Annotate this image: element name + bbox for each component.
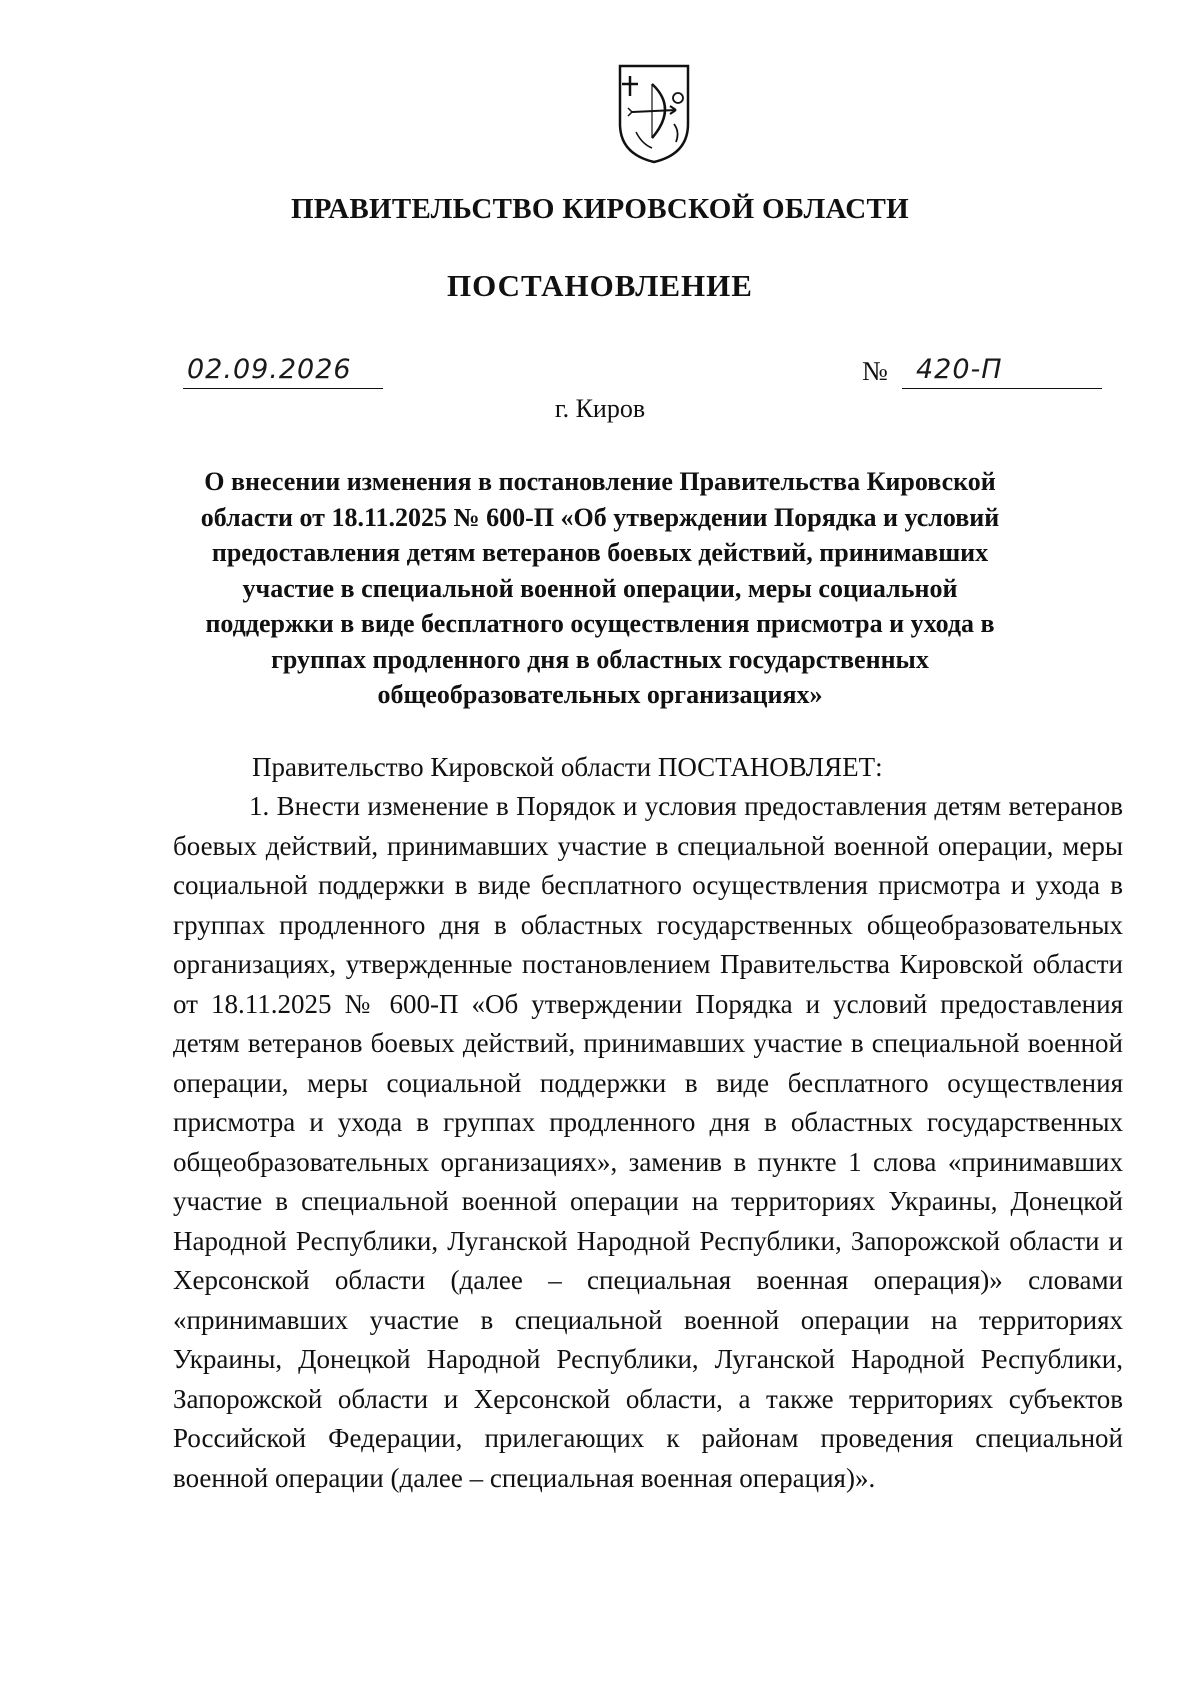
number-sign: № (862, 356, 888, 386)
number-underline (902, 352, 1102, 389)
document-type: ПОСТАНОВЛЕНИЕ (447, 268, 753, 303)
document-heading: О внесении изменения в постановление Правительства Кировской области от 18.11.2025 № 600-П «Об утверждении Порядка и условий предоставления детям ветеранов боевых действий, принимавших участие в специальной военной операции, меры социальной поддержки в виде бесплатного осуществления присмотра и ухода в группах продленного дня в областных государственных общеобразовательных организациях» (200, 467, 1000, 709)
coat-of-arms-icon (616, 62, 692, 166)
document-date-field (183, 352, 383, 389)
document-number: 420-П (916, 354, 1003, 385)
organization-title: ПРАВИТЕЛЬСТВО КИРОВСКОЙ ОБЛАСТИ (290, 193, 910, 225)
document-number-field (862, 352, 1102, 388)
document-date: 02.09.2026 (187, 354, 352, 385)
paragraph-1: 1. Внести изменение в Порядок и условия предоставления детям ветеранов боевых действий, принимавших участие в специальной военной операции, меры социальной поддержки в виде бесплатного осуществления присмотра и ухода в группах продленного дня в областных государственных общеобразовательных организациях, утвержденные постановлением Правительства Кировской области от 18.11.2025 № 600-П «Об утверждении Порядка и условий предоставления детям ветеранов боевых действий, принимавших участие в специальной военной операции, меры социальной поддержки в виде бесплатного осуществления присмотра и ухода в группах продленного дня в областных государственных общеобразовательных организациях», заменив в пункте 1 слова «принимавших участие в специальной военной операции на территориях Украины, Донецкой Народной Республики, Луганской Народной Республики, Запорожской области и Херсонской области (далее – специальная военная операция)» словами «принимавших участие в специальной военной операции на территориях Украины, Донецкой Народной Республики, Луганской Народной Республики, Запорожской области и Херсонской области, а также территориях субъектов Российской Федерации, прилегающих к районам проведения специальной военной операции (далее – специальная военная операция)». (173, 791, 1123, 1493)
city-name: г. Киров (554, 394, 646, 423)
preamble: Правительство Кировской области ПОСТАНОВЛЯЕТ: (252, 752, 883, 782)
